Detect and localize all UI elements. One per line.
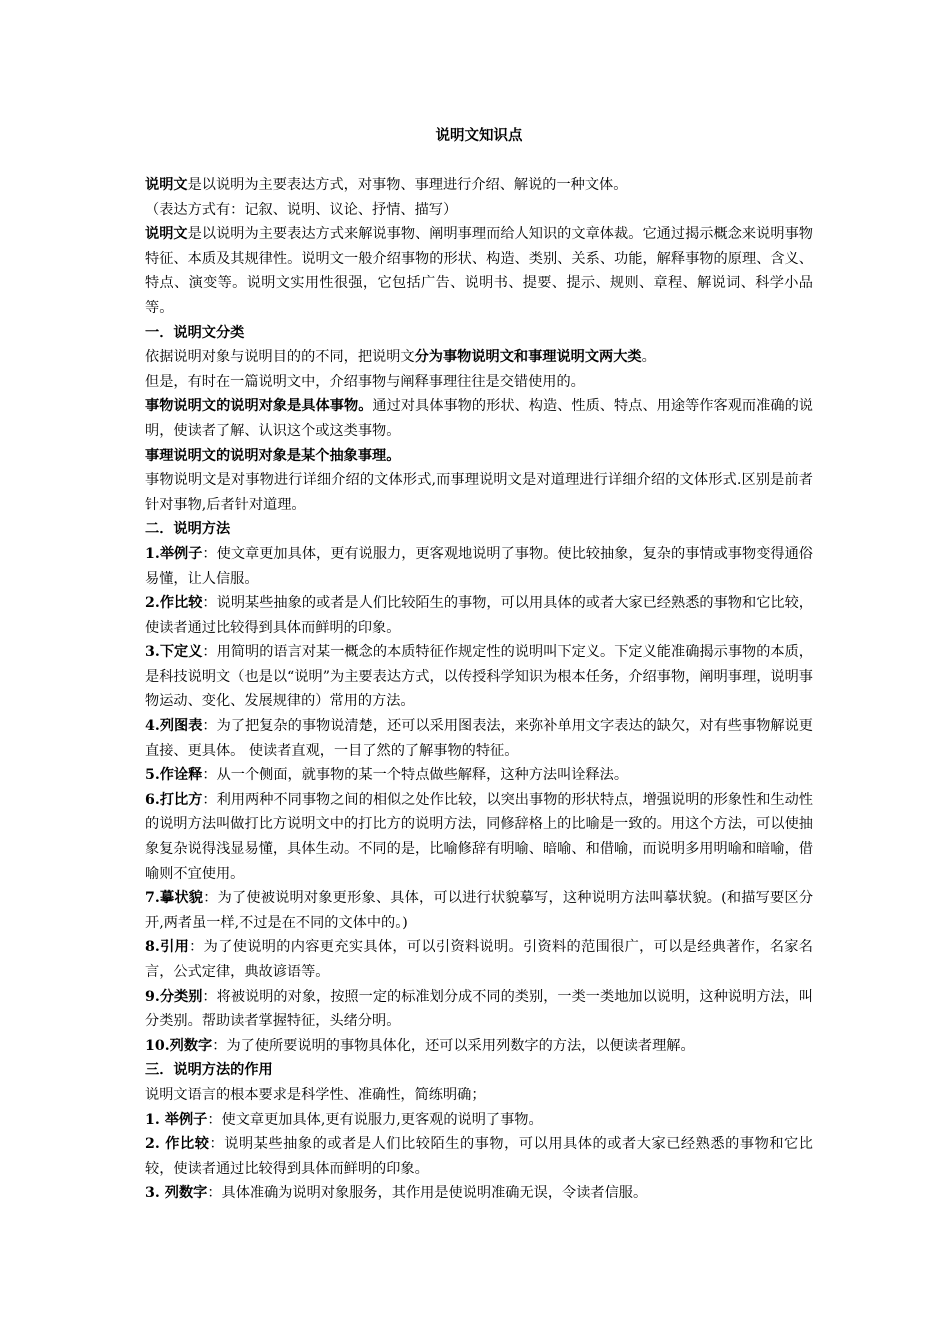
method-text: ：使文章更加具体，更有说服力，更客观地说明了事物。使比较抽象，复杂的事情或事物变得通俗易懂，让人信服。 — [145, 545, 813, 587]
method-item — [145, 714, 813, 763]
section1-paragraph-1 — [145, 345, 813, 370]
method-item — [145, 935, 813, 984]
method-text: ：为了使所要说明的事物具体化，还可以采用列数字的方法，以便读者理解。 — [212, 1037, 695, 1054]
method-item — [145, 542, 813, 591]
function-text: ：使文章更加具体,更有说服力,更客观的说明了事物。 — [207, 1111, 543, 1128]
section1-paragraph-3 — [145, 394, 813, 443]
function-text: ：说明某些抽象的或者是人们比较陌生的事物，可以用具体的或者大家已经熟悉的事物和它比较，使读者通过比较得到具体而鲜明的印象。 — [145, 1136, 813, 1177]
paragraph-text: 是以说明为主要表达方式来解说事物、阐明事理而给人知识的文章体裁。它通过揭示概念来说明事物特征、本质及其规律性。说明文一般介绍事物的形状、构造、类别、关系、功能，解释事物的原理、含义、特点、演变等。说明文实用性很强，它包括广告、说明书、提要、提示、规则、章程、解说词、科学小品等。 — [145, 226, 813, 316]
section-heading-3: 三．说明方法的作用 — [145, 1062, 273, 1079]
emphasis-bold: 分为事物说明文和事理说明文两大类 — [414, 349, 642, 366]
method-item — [145, 763, 813, 788]
function-item — [145, 1108, 813, 1133]
function-label: 2. 作比较 — [145, 1136, 210, 1153]
method-item — [145, 985, 813, 1034]
term-bold: 说明文 — [145, 177, 188, 193]
method-text: ：为了使说明的内容更充实具体，可以引资料说明。引资料的范围很广，可以是经典著作，名家名言，公式定律，典故谚语等。 — [145, 939, 813, 980]
paragraph-text: 依据说明对象与说明目的的不同，把说明文 — [145, 349, 415, 366]
method-text: ：为了使被说明对象更形象、具体，可以进行状貌摹写，这种说明方法叫摹状貌。(和描写要区分开,两者虽一样,不过是在不同的文体中的。) — [145, 890, 814, 931]
method-label: 3.下定义 — [145, 644, 203, 661]
method-text: ：用简明的语言对某一概念的本质特征作规定性的说明叫下定义。下定义能准确揭示事物的本质，是科技说明文（也是以“说明”为主要表达方式，以传授科学知识为根本任务，介绍事物，阐明事理，说明事物运动、变化、发展规律的）常用的方法。 — [145, 644, 813, 710]
intro-paragraph-2: （表达方式有：记叙、说明、议论、抒情、描写） — [145, 201, 458, 218]
emphasis-bold: 事物说明文的说明对象是具体事物。 — [145, 398, 373, 415]
page-title: 说明文知识点 — [435, 127, 523, 144]
section-heading-1: 一．说明文分类 — [145, 324, 245, 341]
intro-paragraph-3 — [145, 222, 813, 320]
section1-paragraph-5: 事物说明文是对事物进行详细介绍的文体形式,而事理说明文是对道理进行详细介绍的文体形式.区别是前者针对事物,后者针对道理。 — [145, 472, 813, 513]
method-item — [145, 591, 813, 640]
method-label: 6.打比方 — [145, 791, 203, 808]
method-item — [145, 1034, 813, 1059]
function-text: ：具体准确为说明对象服务，其作用是使说明准确无误，令读者信服。 — [207, 1185, 648, 1202]
method-text: ：为了把复杂的事物说清楚，还可以采用图表法，来弥补单用文字表达的缺欠，对有些事物解说更直接、更具体。 使读者直观，一目了然的了解事物的特征。 — [145, 718, 813, 759]
method-item — [145, 788, 813, 886]
method-label: 10.列数字 — [145, 1037, 213, 1054]
method-label: 2.作比较 — [145, 595, 203, 612]
method-text: ：利用两种不同事物之间的相似之处作比较，以突出事物的形状特点，增强说明的形象性和生动性的说明方法叫做打比方说明文中的打比方的说明方法，同修辞格上的比喻是一致的。用这个方法，可以使抽象复杂说得浅显易懂，具体生动。不同的是，比喻修辞有明喻、暗喻、和借喻，而说明多用明喻和暗喻，借喻则不宜使用。 — [145, 791, 813, 882]
paragraph-text: 通过对具体事物的形状、构造、性质、特点、用途等作客观而准确的说明，使读者了解、认识这个或这类事物。 — [145, 398, 813, 439]
method-label: 5.作诠释 — [145, 767, 203, 784]
document-body — [145, 173, 813, 1206]
method-text: ：从一个侧面，就事物的某一个特点做些解释，这种方法叫诠释法。 — [202, 767, 629, 784]
function-label: 1. 举例子 — [145, 1111, 208, 1128]
method-text: ：将被说明的对象，按照一定的标准划分成不同的类别，一类一类地加以说明，这种说明方法，叫分类别。帮助读者掌握特征，头绪分明。 — [145, 988, 813, 1030]
method-label: 9.分类别 — [145, 988, 203, 1005]
method-item — [145, 640, 813, 714]
section1-paragraph-2: 但是，有时在一篇说明文中，介绍事物与阐释事理往往是交错使用的。 — [145, 373, 585, 390]
method-text: ：说明某些抽象的或者是人们比较陌生的事物，可以用具体的或者大家已经熟悉的事物和它比较，使读者通过比较得到具体而鲜明的印象。 — [145, 595, 813, 636]
method-label: 4.列图表 — [145, 718, 203, 735]
method-item — [145, 886, 813, 935]
method-label: 7.摹状貌 — [145, 890, 204, 907]
section1-paragraph-4: 事理说明文的说明对象是某个抽象事理。 — [145, 447, 401, 464]
intro-paragraph-1 — [145, 173, 813, 198]
term-bold: 说明文 — [145, 226, 188, 243]
section3-paragraph-1: 说明文语言的根本要求是科学性、准确性，简练明确； — [145, 1086, 486, 1103]
function-label: 3. 列数字 — [145, 1185, 208, 1202]
method-label: 1.举例子 — [145, 545, 203, 562]
paragraph-text: 是以说明为主要表达方式，对事物、事理进行介绍、解说的一种文体。 — [187, 177, 628, 193]
section-heading-2: 二．说明方法 — [145, 521, 231, 538]
function-item — [145, 1132, 813, 1181]
paragraph-text: 。 — [641, 349, 656, 366]
method-label: 8.引用 — [145, 939, 190, 956]
function-item — [145, 1181, 813, 1206]
